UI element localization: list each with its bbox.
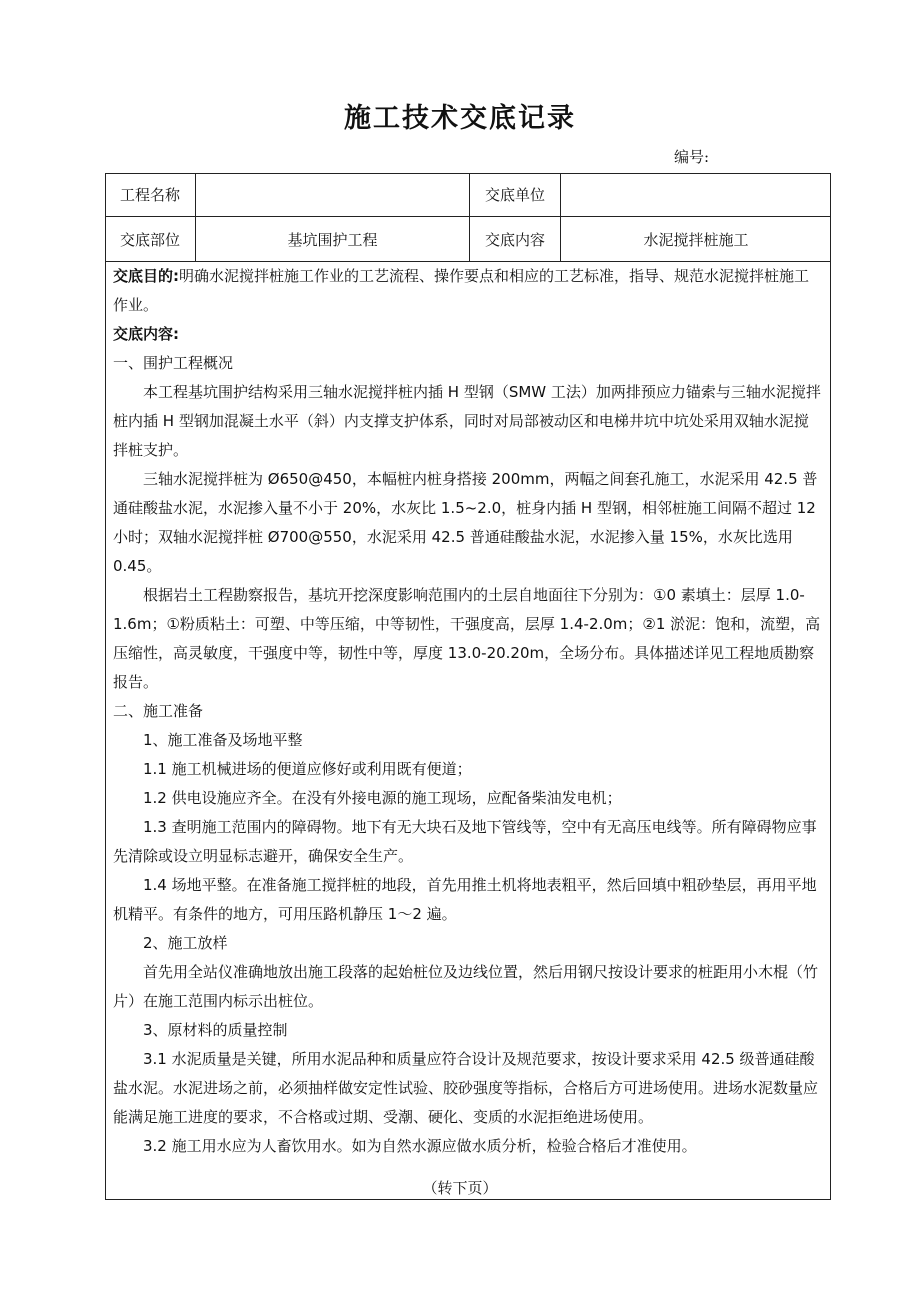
- disclosure-content-label: 交底内容: [484, 230, 545, 249]
- purpose-paragraph: [113, 262, 823, 320]
- item-1-4: 1.4 场地平整。在准备施工搅拌桩的地段，首先用推土机将地表粗平，然后回填中粗砂垫层，再用平地机精平。有条件的地方，可用压路机静压 1～2 遍。: [113, 876, 817, 923]
- item-3-1: 3.1 水泥质量是关键，所用水泥品种和质量应符合设计及规范要求，按设计要求采用 42.5 级普通硅酸盐水泥。水泥进场之前，必须抽样做安定性试验、胶砂强度等指标，合格后方可进场使用。进场水泥数量应能满足施工进度的要求，不合格或过期、受潮、硬化、变质的水泥拒绝进场使用。: [113, 1050, 819, 1126]
- disclosure-part-value: 基坑围护工程: [287, 230, 378, 249]
- item-1-1: 1.1 施工机械进场的便道应修好或利用既有便道；: [143, 760, 472, 778]
- subsection-2-3-title: 3、原材料的质量控制: [143, 1021, 288, 1039]
- header-table: [105, 173, 831, 262]
- section-1-paragraph-2: 三轴水泥搅拌桩为 Ø650@450，本幅桩内桩身搭接 200mm，两幅之间套孔施工，水泥采用 42.5 普通硅酸盐水泥，水泥掺入量不小于 20%，水灰比 1.5~2.0，桩身内插 H 型钢，相邻桩施工间隔不超过 12 小时；双轴水泥搅拌桩 Ø700@550，水泥采用 42.5 普通硅酸盐水泥，水泥掺入量 15%，水灰比选用 0.45。: [113, 470, 818, 575]
- layout-paragraph: 首先用全站仪准确地放出施工段落的起始桩位及边线位置，然后用钢尺按设计要求的桩距用小木棍（竹片）在施工范围内标示出桩位。: [113, 963, 819, 1010]
- subsection-2-2-title: 2、施工放样: [143, 934, 228, 952]
- page-title: 施工技术交底记录: [344, 103, 576, 134]
- section-2-title: 二、施工准备: [113, 702, 204, 720]
- disclosure-body: [113, 262, 823, 1161]
- disclosure-unit-value[interactable]: [561, 173, 831, 216]
- item-3-2: 3.2 施工用水应为人畜饮用水。如为自然水源应做水质分析，检验合格后才准使用。: [143, 1137, 697, 1155]
- section-1-paragraph-3: 根据岩土工程勘察报告，基坑开挖深度影响范围内的土层自地面往下分别为：①0 素填土：层厚 1.0-1.6m；①粉质粘土：可塑、中等压缩，中等韧性，干强度高，层厚 1.4-2.0m；②1 淤泥：饱和，流塑，高压缩性，高灵敏度，干强度中等，韧性中等，厚度 13.0-20.20m，全场分布。具体描述详见工程地质勘察报告。: [113, 586, 821, 691]
- project-name-label: 工程名称: [119, 186, 180, 204]
- project-name-value[interactable]: [196, 173, 469, 216]
- disclosure-part-label: 交底部位: [119, 230, 180, 249]
- item-1-3: 1.3 查明施工范围内的障碍物。地下有无大块石及地下管线等，空中有无高压电线等。所有障碍物应事先清除或设立明显标志避开，确保安全生产。: [113, 818, 817, 865]
- disclosure-content-value: 水泥搅拌桩施工: [643, 230, 749, 249]
- subsection-2-1-title: 1、施工准备及场地平整: [143, 731, 303, 749]
- disclosure-unit-label: 交底单位: [484, 186, 545, 204]
- serial-number-label: 编号:: [674, 148, 710, 166]
- purpose-text: 明确水泥搅拌桩施工作业的工艺流程、操作要点和相应的工艺标准，指导、规范水泥搅拌桩施工作业。: [113, 267, 810, 314]
- continued-note: （转下页）: [422, 1179, 498, 1197]
- item-1-2: 1.2 供电设施应齐全。在没有外接电源的施工现场，应配备柴油发电机；: [143, 789, 622, 807]
- section-1-paragraph-1: 本工程基坑围护结构采用三轴水泥搅拌桩内插 H 型钢（SMW 工法）加两排预应力锚索与三轴水泥搅拌桩内插 H 型钢加混凝土水平（斜）内支撑支护体系，同时对局部被动区和电梯井坑中坑处采用双轴水泥搅拌桩支护。: [113, 383, 821, 459]
- section-1-title: 一、围护工程概况: [113, 354, 234, 372]
- content-label: 交底内容:: [113, 325, 179, 343]
- purpose-label: 交底目的:: [113, 267, 179, 285]
